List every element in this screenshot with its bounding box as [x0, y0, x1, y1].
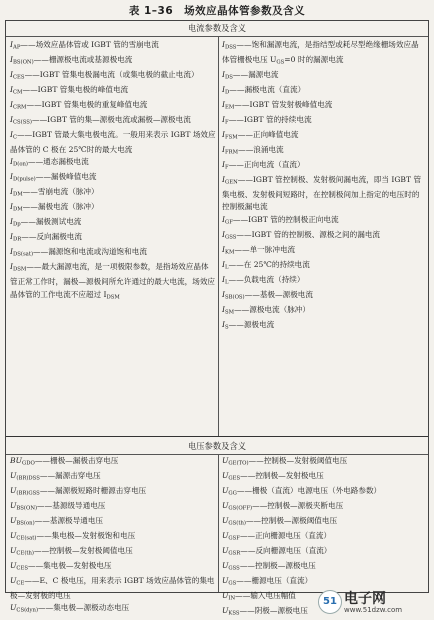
logo-url: www.51dzw.com: [344, 606, 403, 614]
parameter-symbol: $I_{DS(sat)}$: [10, 247, 34, 258]
parameter-description: ——IGBT 管控制极、发射极间漏电流，即当 IGBT 管集电极、发射极间短路时，在控制极间加上指定的电压时的控制极漏电流: [222, 175, 422, 212]
parameter-subscript: SB(OS): [225, 294, 245, 301]
parameter-symbol: $U_{BS(on)}$: [10, 516, 35, 527]
parameter-subscript: S: [225, 324, 229, 331]
current-section-header: 电流参数及含义: [6, 21, 428, 37]
parameter-entry: [222, 174, 426, 214]
parameter-symbol: $I_{CES}$: [10, 70, 25, 81]
current-params-left: [10, 39, 216, 304]
parameter-symbol: $U_{CS(dyn)}$: [10, 603, 39, 614]
parameter-description: ——单一脉冲电流: [234, 244, 296, 254]
parameter-entry: [10, 129, 216, 156]
parameter-description: ——正向峰值电流: [237, 130, 299, 139]
parameter-symbol: $I_{AP}$: [10, 40, 21, 51]
parameter-subscript: GS(OFF): [228, 505, 253, 512]
parameter-subscript: GS: [228, 580, 237, 587]
parameter-entry: [222, 485, 426, 500]
parameter-entry: [10, 530, 216, 545]
parameter-entry: [10, 69, 216, 84]
parameter-subscript: CE(sat): [16, 535, 37, 542]
parameter-entry: [222, 274, 426, 289]
parameter-subscript: DSS: [225, 44, 237, 51]
section-divider: [6, 436, 428, 437]
parameter-description: ——栅极（直流）电源电压（外电路参数）: [236, 486, 382, 495]
parameter-entry: [10, 575, 216, 602]
parameter-description: ——漏极电流（直流）: [229, 85, 306, 94]
parameter-description: ——正向栅源电压（直流）: [239, 531, 332, 540]
logo-name: 电子网: [344, 591, 386, 607]
parameter-description: ——IGBT 管的控制极、源极之间的漏电流: [236, 229, 381, 239]
parameter-entry: [10, 515, 216, 530]
parameter-subscript: GEN: [225, 179, 238, 186]
parameter-description: ——基源极导通电压: [34, 516, 104, 525]
parameter-subscript: D(on): [13, 162, 28, 168]
parameter-subscript: AP: [13, 44, 21, 51]
parameter-symbol: $U_{GES}$: [222, 471, 241, 482]
logo-icon: 51: [318, 590, 342, 614]
parameter-subscript: L: [225, 279, 229, 286]
column-divider: [218, 36, 219, 436]
parameter-description: ——反向栅源电压（直流）: [240, 546, 332, 555]
parameter-subscript: F: [225, 119, 229, 126]
parameter-description: ——栅源极电流或基源极电流: [33, 55, 133, 64]
parameter-symbol: $U_{GE(TO)}$: [222, 456, 249, 467]
parameter-subscript: CS(SS): [13, 119, 32, 126]
parameter-description: ——集电极—发射极饱和电压: [36, 531, 136, 540]
parameter-entry: [10, 246, 216, 261]
parameter-description: ——IGBT 管发射极峰值电流: [234, 100, 333, 109]
parameter-entry: [222, 515, 426, 530]
column-divider: [218, 454, 219, 592]
parameter-symbol: $I_C$: [10, 130, 18, 141]
parameter-entry: [10, 602, 216, 617]
parameter-symbol: $I_{DSM}$: [10, 262, 27, 273]
parameter-entry: [222, 159, 426, 174]
parameter-symbol: $U_{GS(th)}$: [222, 516, 246, 527]
parameter-description: ——负载电流（持续）: [228, 274, 305, 284]
parameter-description: ——通态漏极电流: [27, 157, 89, 167]
parameter-subscript: Dp: [13, 222, 21, 228]
parameter-symbol: $I_{Dp}$: [10, 217, 21, 228]
parameter-symbol: $I_S$: [222, 319, 229, 331]
parameter-entry: [222, 114, 426, 129]
parameter-description: ——基源级导通电压: [37, 501, 106, 510]
parameter-subscript: DM: [13, 207, 23, 213]
parameter-subscript: D: [225, 89, 230, 96]
parameter-symbol: $I_{CM}$: [10, 85, 23, 96]
parameter-subscript: BS(ON): [13, 59, 34, 66]
parameter-description: ——浪涌电流: [238, 145, 284, 154]
parameter-symbol: $I_{FRM}$: [222, 145, 239, 156]
parameter-subscript: BS(on): [16, 520, 35, 527]
parameter-subscript: F: [225, 164, 229, 171]
parameter-description: ——IGBT 管集电极的重复峰值电流: [26, 100, 148, 109]
site-logo: [318, 588, 430, 618]
parameter-entry: [222, 84, 426, 99]
parameter-subscript: GSS: [225, 234, 237, 241]
parameter-subscript: GSF: [228, 535, 240, 542]
parameter-description: ——输入电压幅值: [235, 591, 296, 600]
parameter-symbol: $I_{CS(SS)}$: [10, 115, 32, 126]
parameter-subscript: CES: [13, 74, 25, 81]
parameter-subscript: DR: [13, 237, 22, 243]
parameter-subscript: CRM: [13, 104, 27, 111]
parameter-symbol: $I_{DSS}$: [222, 40, 237, 51]
parameter-symbol: $I_{DM}$: [10, 187, 23, 198]
parameter-entry: [222, 470, 426, 485]
parameter-subscript: KM: [225, 249, 235, 256]
parameter-entry: [10, 186, 216, 201]
parameter-entry: [222, 259, 426, 274]
parameter-subscript: CS(dyn): [16, 608, 39, 614]
parameter-entry: [222, 530, 426, 545]
parameter-entry: [222, 244, 426, 259]
parameter-subscript: DS: [225, 74, 233, 81]
parameter-symbol: $BU_{GDO}$: [10, 456, 35, 467]
parameter-symbol: $I_L$: [222, 274, 229, 286]
parameter-subscript: IN: [228, 595, 236, 602]
parameter-subscript: D(pulse): [13, 177, 36, 183]
parameter-entry: [10, 201, 216, 216]
parameter-description: ——IGBT 管集电极漏电流（或集电极的截止电流）: [24, 70, 199, 79]
parameter-description: ——漏源极短路时栅源击穿电压: [39, 486, 147, 495]
parameter-description: ——控制极—源极电压: [239, 561, 316, 570]
parameter-entry: [10, 455, 216, 470]
parameter-description: ——在 25℃的持续电流: [228, 259, 310, 269]
parameter-description: ——雪崩电流（脉冲）: [22, 187, 99, 197]
parameter-symbol: $U_{(BR)GSS}$: [10, 486, 40, 497]
parameter-description: ——漏极测试电流: [20, 217, 82, 227]
parameter-entry: [10, 261, 216, 303]
parameter-subscript: GG: [228, 490, 237, 497]
parameter-subscript: DSM: [13, 267, 27, 273]
parameter-subscript: CM: [13, 89, 23, 96]
parameter-subscript: GS(th): [228, 520, 246, 527]
parameter-description: ——漏极峰值电流: [35, 172, 97, 182]
voltage-section-header: 电压参数及含义: [6, 439, 428, 455]
parameter-symbol: $U_{CE}$: [10, 576, 25, 587]
parameter-description: ——漏源饱和电流或沟道饱和电流: [33, 247, 147, 257]
parameter-symbol: $I_{DS}$: [222, 70, 233, 81]
parameter-symbol: $I_{DM}$: [10, 202, 23, 213]
parameter-symbol: $U_{CE(th)}$: [10, 546, 34, 557]
parameter-description: ——饱和漏源电流，是指结型或耗尽型绝缘栅场效应晶体管栅极电压 U: [222, 40, 419, 64]
parameter-subscript: DS(sat): [13, 252, 34, 258]
parameter-symbol: $U_{GS(OFF)}$: [222, 501, 253, 512]
parameter-symbol: $I_D$: [222, 85, 230, 96]
parameter-description: ——控制极—源极阈值电压: [245, 516, 338, 525]
parameter-description: ——阴极—源极电压: [239, 606, 308, 615]
parameter-description: ——源极电流: [228, 319, 275, 329]
parameter-entry: [222, 69, 426, 84]
parameter-subscript: CE(th): [16, 550, 34, 557]
parameter-entry: [10, 156, 216, 171]
parameter-subscript: (BR)DSS: [16, 475, 40, 482]
parameter-description: ——最大漏源电流，是一项极限参数，是指场效应晶体管正常工作时，漏极—源极间所允许通过的最大电流，场效应晶体管的工作电流不应超过 I: [10, 262, 216, 299]
parameter-subscript: GDO: [21, 460, 35, 467]
parameter-entry: [10, 560, 216, 575]
parameter-entry: [10, 114, 216, 129]
parameter-entry: [222, 229, 426, 244]
parameter-subscript: CE: [16, 580, 25, 587]
parameter-description: ——基极—源极电流: [244, 289, 313, 299]
parameter-entry: [10, 216, 216, 231]
parameter-description: ——E、C 极电压，用来表示 IGBT 场效应晶体管的集电极—发射极的电压: [10, 576, 215, 600]
parameter-symbol: $I_F$: [222, 160, 229, 171]
parameter-symbol: $I_{BS(ON)}$: [10, 55, 34, 66]
parameter-subscript: FRM: [225, 149, 239, 156]
parameter-symbol: $U_{(BR)DSS}$: [10, 471, 40, 482]
parameter-description: ——IGBT 管的持续电流: [228, 115, 312, 124]
parameter-entry: [10, 84, 216, 99]
parameter-symbol: $U_{KSS}$: [222, 606, 240, 617]
parameter-symbol: $I_{SM}$: [222, 304, 235, 316]
parameter-symbol: $U_{GSF}$: [222, 531, 240, 542]
parameter-subscript: (BR)GSS: [16, 490, 40, 497]
parameter-symbol: $U_{CE(sat)}$: [10, 531, 37, 542]
parameter-subscript: KSS: [228, 610, 240, 617]
parameter-subscript: BS(ON): [16, 505, 38, 512]
parameter-symbol: $U_{GS}$: [222, 576, 237, 587]
parameter-symbol: $U_{IN}$: [222, 591, 236, 602]
parameter-description: ——源极电流（脉冲）: [234, 304, 310, 314]
parameter-subscript: GES: [228, 475, 241, 482]
parameter-symbol: $U_{GG}$: [222, 486, 237, 497]
parameter-subscript: GSS: [228, 565, 240, 572]
parameter-symbol: $I_{EM}$: [222, 100, 235, 111]
parameter-description: ——漏源击穿电压: [39, 471, 101, 480]
parameter-entry: [10, 171, 216, 186]
parameter-entry: [222, 144, 426, 159]
parameter-symbol: $U_{CES}$: [10, 561, 28, 572]
parameter-subscript: GE(TO): [228, 460, 249, 467]
parameter-description: ——集电极—发射极电压: [27, 561, 112, 570]
parameter-description: ——IGBT 管的集—源极电流或漏极—源极电流: [31, 115, 191, 124]
parameter-entry: [222, 545, 426, 560]
parameter-entry: [10, 231, 216, 246]
parameter-symbol: $I_{CRM}$: [10, 100, 27, 111]
parameter-entry: [222, 500, 426, 515]
parameter-subscript: L: [225, 264, 229, 271]
parameter-subscript: SM: [225, 309, 235, 316]
parameter-entry: [10, 54, 216, 69]
parameter-description: ——IGBT 管最大集电极电流。一般用来表示 IGBT 场效应晶体管的 C 极在 25℃时的最大电流: [10, 130, 216, 154]
parameter-entry: [222, 214, 426, 229]
parameter-symbol: $I_{GSS}$: [222, 229, 237, 241]
parameter-description: ——IGBT 管的控制极正向电流: [232, 214, 339, 224]
parameter-entry: [222, 129, 426, 144]
parameter-description: ——场效应晶体管或 IGBT 管的雪崩电流: [20, 40, 159, 49]
parameter-entry: [222, 560, 426, 575]
parameter-symbol: $I_F$: [222, 115, 229, 126]
parameter-subscript: GF: [225, 219, 233, 226]
current-params-right: [222, 39, 426, 334]
parameter-symbol: $U_{BS(ON)}$: [10, 501, 38, 512]
parameter-description: ——漏源电流: [232, 70, 279, 79]
parameter-entry: [222, 39, 426, 69]
parameter-entry: [10, 485, 216, 500]
parameter-subscript: CES: [16, 565, 28, 572]
parameter-entry: [222, 455, 426, 470]
parameter-entry: [222, 304, 426, 319]
parameter-subscript: GSR: [228, 550, 241, 557]
parameter-entry: [222, 319, 426, 334]
parameter-entry: [10, 500, 216, 515]
parameter-symbol: $U_{GSR}$: [222, 546, 241, 557]
parameter-symbol: $U_{GSS}$: [222, 561, 240, 572]
parameter-subscript: FSM: [225, 134, 238, 141]
parameter-description: ——控制极—发射极阈值电压: [34, 546, 133, 555]
parameter-description: ——反向漏极电流: [21, 232, 82, 242]
parameter-symbol: $I_{SB(OS)}$: [222, 289, 245, 301]
parameter-entry: [10, 470, 216, 485]
parameter-symbol: $I_{GEN}$: [222, 175, 238, 186]
parameter-description: ——IGBT 管集电极的峰值电流: [22, 85, 129, 94]
parameter-subscript: C: [13, 134, 18, 141]
parameter-entry: [10, 545, 216, 560]
parameter-entry: [10, 39, 216, 54]
parameter-description: =0 时的漏源电流: [284, 55, 344, 64]
parameter-description: ——漏极电流（脉冲）: [22, 202, 99, 212]
parameter-subscript: EM: [225, 104, 235, 111]
parameter-subscript: DM: [13, 192, 23, 198]
parameter-description: ——正向电流（直流）: [228, 160, 305, 169]
parameter-symbol: $I_{KM}$: [222, 244, 235, 256]
parameter-symbol: $I_{FSM}$: [222, 130, 238, 141]
parameter-subscript: DSM: [106, 294, 120, 301]
page-title: 表 1–36 场效应晶体管参数及含义: [128, 5, 306, 17]
parameter-symbol: $I_{D(pulse)}$: [10, 172, 36, 183]
parameter-entry: [10, 99, 216, 114]
parameter-description: ——栅极—漏极击穿电压: [34, 456, 119, 465]
parameter-subscript: GS: [276, 59, 285, 66]
voltage-params-left: [10, 455, 216, 617]
parameter-symbol: $I_{GF}$: [222, 214, 233, 226]
parameter-description: ——集电极—源极动态电压: [38, 603, 130, 613]
parameter-description: ——栅源电压（直流）: [236, 576, 313, 585]
parameter-description: ——控制极—发射极阈值电压: [248, 456, 348, 465]
parameter-description: ——控制极—发射极电压: [240, 471, 324, 480]
parameter-symbol: $I_{D(on)}$: [10, 157, 28, 168]
parameter-entry: [222, 99, 426, 114]
parameter-symbol: $I_L$: [222, 259, 229, 271]
parameter-description: ——控制极—源极夹断电压: [252, 501, 344, 510]
parameter-entry: [222, 289, 426, 304]
parameter-symbol: $I_{DR}$: [10, 232, 22, 243]
